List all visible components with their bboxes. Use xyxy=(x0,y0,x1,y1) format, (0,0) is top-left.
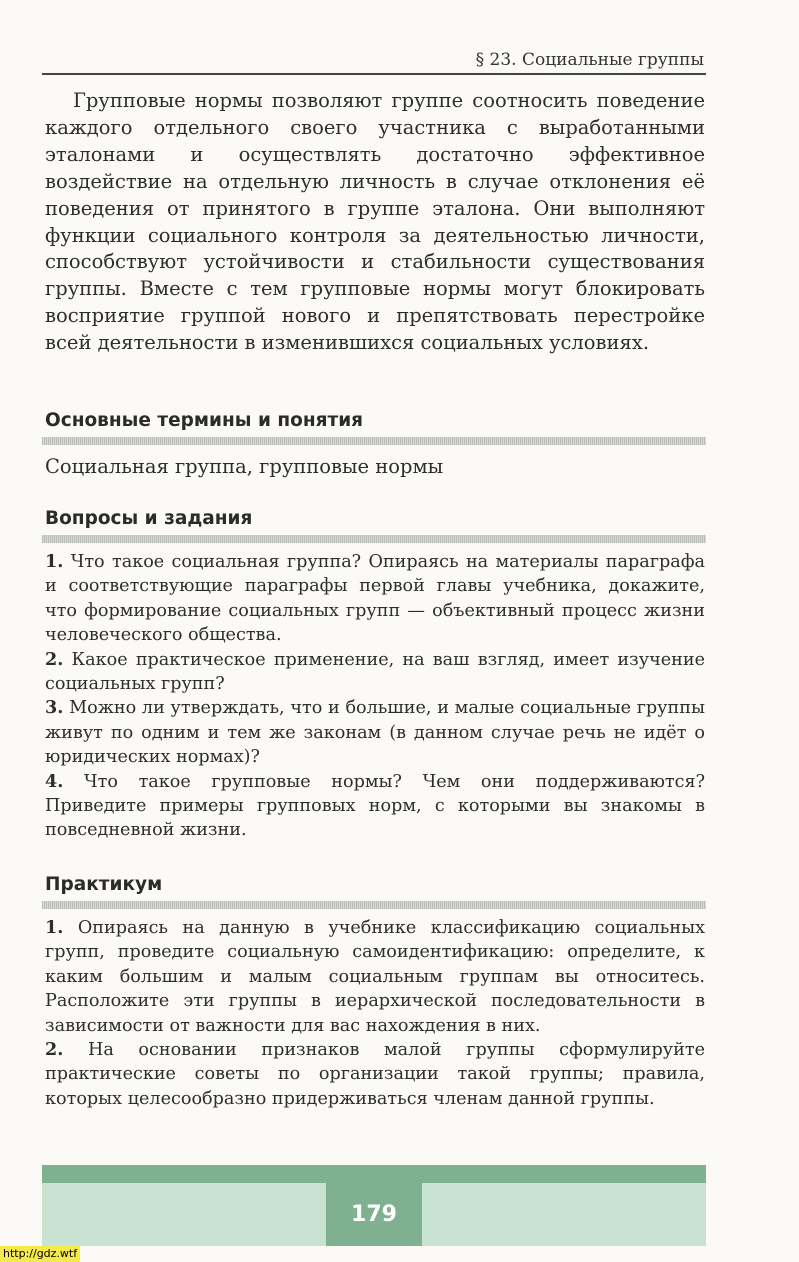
item-number: 1. xyxy=(45,551,64,572)
terms-content: Социальная группа, групповые нормы xyxy=(45,455,444,478)
footer-right-panel xyxy=(422,1183,706,1246)
list-item xyxy=(45,1038,705,1111)
item-text: Опираясь на данную в учебнике классификацию социальных групп, проведите социальную самоидентификацию: определите, к каким большим и малым социальным группам вы относитесь. Расположите эти группы в иерархической последовательности в зависимости от важности для вас нахождения в них. xyxy=(45,918,705,1036)
list-item xyxy=(45,648,705,697)
item-text: Что такое социальная группа? Опираясь на материалы параграфа и соответствующие параграфы первой главы учебника, докажите, что формирование социальных групп — объективный процесс жизни человеческого общества. xyxy=(45,552,705,646)
list-item xyxy=(45,696,705,769)
terms-section-rule xyxy=(42,437,706,445)
footer-left-panel xyxy=(42,1183,326,1246)
item-text: Что такое групповые нормы? Чем они поддерживаются? Приведите примеры групповых норм, с которыми вы знакомы в повседневной жизни. xyxy=(45,771,705,841)
questions-list xyxy=(45,550,705,843)
practicum-section-rule xyxy=(42,901,706,909)
page-number-box xyxy=(326,1183,422,1246)
practicum-list xyxy=(45,916,705,1111)
footer-band xyxy=(42,1165,706,1183)
terms-section-title: Основные термины и понятия xyxy=(45,410,364,431)
running-title: § 23. Социальные группы xyxy=(475,50,704,70)
item-number: 2. xyxy=(45,1039,64,1061)
practicum-section-title: Практикум xyxy=(45,874,163,895)
item-text: Можно ли утверждать, что и большие, и малые социальные группы живут по одним и тем же законам (в данном случае речь не идёт о юридических нормах)? xyxy=(45,698,705,768)
watermark-link[interactable]: http://gdz.wtf xyxy=(0,1246,80,1262)
item-number: 1. xyxy=(45,917,64,938)
list-item xyxy=(45,550,705,648)
item-number: 3. xyxy=(45,697,64,719)
page-number: 179 xyxy=(351,1202,397,1227)
item-number: 4. xyxy=(45,770,64,792)
questions-section-title: Вопросы и задания xyxy=(45,508,253,529)
list-item xyxy=(45,770,705,843)
intro-paragraph: Групповые нормы позволяют группе соотносить поведение каждого отдельного своего участника с выработанными эталонами и осуществлять достаточно эффективное воздействие на отдельную личность в случае отклонения её поведения от принятого в группе эталона. Они выполняют функции социального контроля за деятельностью личности, способствуют устойчивости и стабильности существования группы. Вместе с тем групповые нормы могут блокировать восприятие группой нового и препятствовать перестройке всей деятельности в изменившихся социальных условиях. xyxy=(45,89,705,355)
questions-section-rule xyxy=(42,535,706,543)
item-text: На основании признаков малой группы сформулируйте практические советы по организации такой группы; правила, которых целесообразно придерживаться членам данной группы. xyxy=(45,1040,706,1109)
list-item xyxy=(45,916,705,1038)
header-rule xyxy=(42,73,706,75)
item-number: 2. xyxy=(45,648,64,670)
item-text: Какое практическое применение, на ваш взгляд, имеет изучение социальных групп? xyxy=(45,649,705,695)
